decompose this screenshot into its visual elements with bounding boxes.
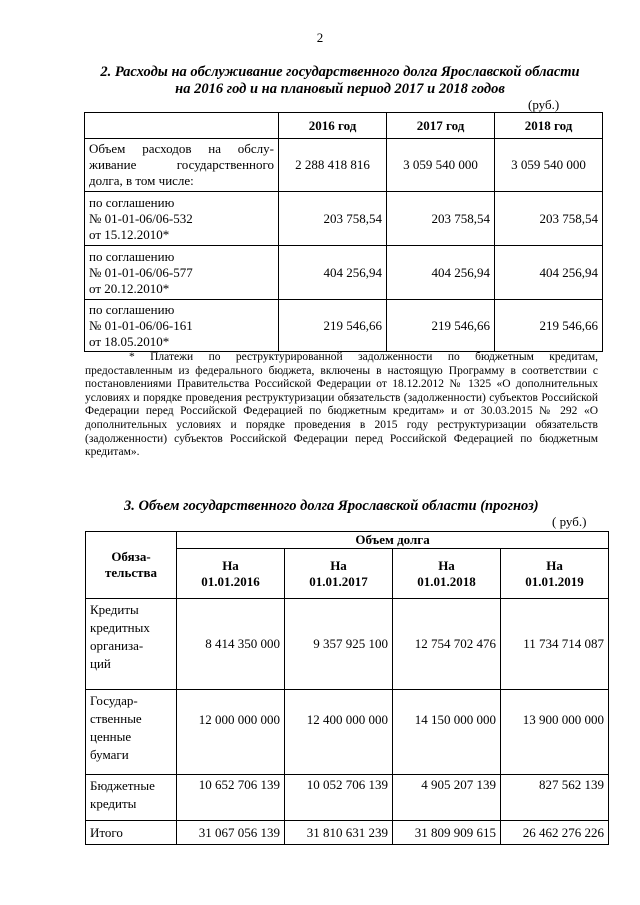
table-row [86,599,609,690]
value-cell: 219 546,66 [495,300,603,352]
date-header-2016 [177,549,285,599]
expenses-header-2016: 2016 год [279,113,387,139]
label-line: от 15.12.2010* [89,226,170,242]
section2-unit: (руб.) [528,97,560,112]
label-line: Бюджетные [90,778,155,793]
label-line: № 01-01-06/06-577 [89,264,193,280]
value-cell: 12 754 702 476 [393,599,501,690]
value-cell: 31 067 056 139 [177,821,285,845]
section2-title-line2: на 2016 год и на плановый период 2017 и 2018 годов [175,81,505,97]
label-line: по соглашению [89,194,175,210]
value-cell: 12 400 000 000 [285,690,393,775]
label-line: от 18.05.2010* [89,333,170,349]
table-row [86,690,609,775]
value-cell: 12 000 000 000 [177,690,285,775]
label-line: от 20.12.2010* [89,280,170,296]
label-line: ценные [90,729,132,744]
section3-unit: ( руб.) [552,514,587,529]
value-cell: 2 288 418 816 [279,139,387,192]
table-row [85,300,603,352]
value-cell: 3 059 540 000 [387,139,495,192]
value-cell: 4 905 207 139 [393,775,501,821]
value-cell: 14 150 000 000 [393,690,501,775]
date-header-2017 [285,549,393,599]
value-cell: 10 652 706 139 [177,775,285,821]
value-cell: 404 256,94 [387,246,495,300]
value-cell: 26 462 276 226 [501,821,609,845]
header-line: 01.01.2018 [417,573,476,589]
label-line: Кредиты [90,602,139,617]
value-cell: 11 734 714 087 [501,599,609,690]
value-cell: 404 256,94 [279,246,387,300]
table-row [85,192,603,246]
header-line: Обяза- [111,549,151,564]
header-line: На [330,557,347,573]
section3-title: 3. Объем государственного долга Ярославской области (прогноз) [124,498,539,514]
label-line: № 01-01-06/06-161 [89,317,193,333]
value-cell: 3 059 540 000 [495,139,603,192]
label-line: ций [90,656,111,671]
expenses-header-row [85,113,603,139]
label-line: живание государственного [89,157,274,172]
label-line: ственные [90,711,142,726]
label-line: организа- [90,638,144,653]
row-label [85,300,279,352]
table-row-total [86,821,609,845]
row-label [85,139,279,192]
label-line: по соглашению [89,301,175,317]
header-line: 01.01.2017 [309,573,368,589]
header-line: тельства [105,565,157,580]
debt-volume-header: Объем долга [177,532,609,549]
value-cell: 8 414 350 000 [177,599,285,690]
row-label [85,192,279,246]
header-line: На [222,557,239,573]
value-cell: 203 758,54 [387,192,495,246]
value-cell: 404 256,94 [495,246,603,300]
debt-table [85,531,609,845]
value-cell: 13 900 000 000 [501,690,609,775]
table-row [85,246,603,300]
section2-title-line1: 2. Расходы на обслуживание государственного долга Ярославской области [100,64,580,80]
debt-header-row [86,532,609,549]
row-label [86,775,177,821]
label-line: Государ- [90,693,138,708]
value-cell: 203 758,54 [495,192,603,246]
label-line: Объем расходов на обслу- [89,141,274,156]
obligations-header [86,532,177,599]
row-label [85,246,279,300]
footnote: * Платежи по реструктурированной задолженности по бюджетным кредитам, предоставленным из федерального бюджета, включены в настоящую Программу в соответствии с постановлениями Правительства Российской Федерации от 18.12.2012 № 1325 «О дополнительных условиях и порядке проведения реструктуризации обязательств (задолженности) субъектов Российской Федерации перед Российской Федерацией по бюджетным кредитам» и от 30.03.2015 № 292 «О дополнительных условиях и порядке проведения в 2015 году реструктуризации обязательств (задолженности) субъектов Российской Федерации перед Российской Федерацией по бюджетным кредитам». [85,351,598,459]
value-cell: 9 357 925 100 [285,599,393,690]
header-line: 01.01.2019 [525,573,584,589]
label-line: № 01-01-06/06-532 [89,210,193,226]
value-cell: 827 562 139 [501,775,609,821]
label-line: кредиты [90,796,137,811]
header-line: На [438,557,455,573]
label-line: бумаги [90,747,129,762]
date-header-2019 [501,549,609,599]
expenses-table [84,112,603,352]
value-cell: 31 810 631 239 [285,821,393,845]
expenses-header-empty [85,113,279,139]
value-cell: 219 546,66 [279,300,387,352]
header-line: На [546,557,563,573]
table-row [86,775,609,821]
header-line: 01.01.2016 [201,573,260,589]
value-cell: 10 052 706 139 [285,775,393,821]
table-row [85,139,603,192]
page-number: 2 [316,30,324,45]
expenses-header-2017: 2017 год [387,113,495,139]
label-line: кредитных [90,620,150,635]
label-line: по соглашению [89,248,175,264]
row-label [86,599,177,690]
value-cell: 219 546,66 [387,300,495,352]
row-label: Итого [86,821,177,845]
date-header-2018 [393,549,501,599]
expenses-header-2018: 2018 год [495,113,603,139]
label-line: долга, в том числе: [89,173,194,188]
row-label [86,690,177,775]
value-cell: 31 809 909 615 [393,821,501,845]
value-cell: 203 758,54 [279,192,387,246]
